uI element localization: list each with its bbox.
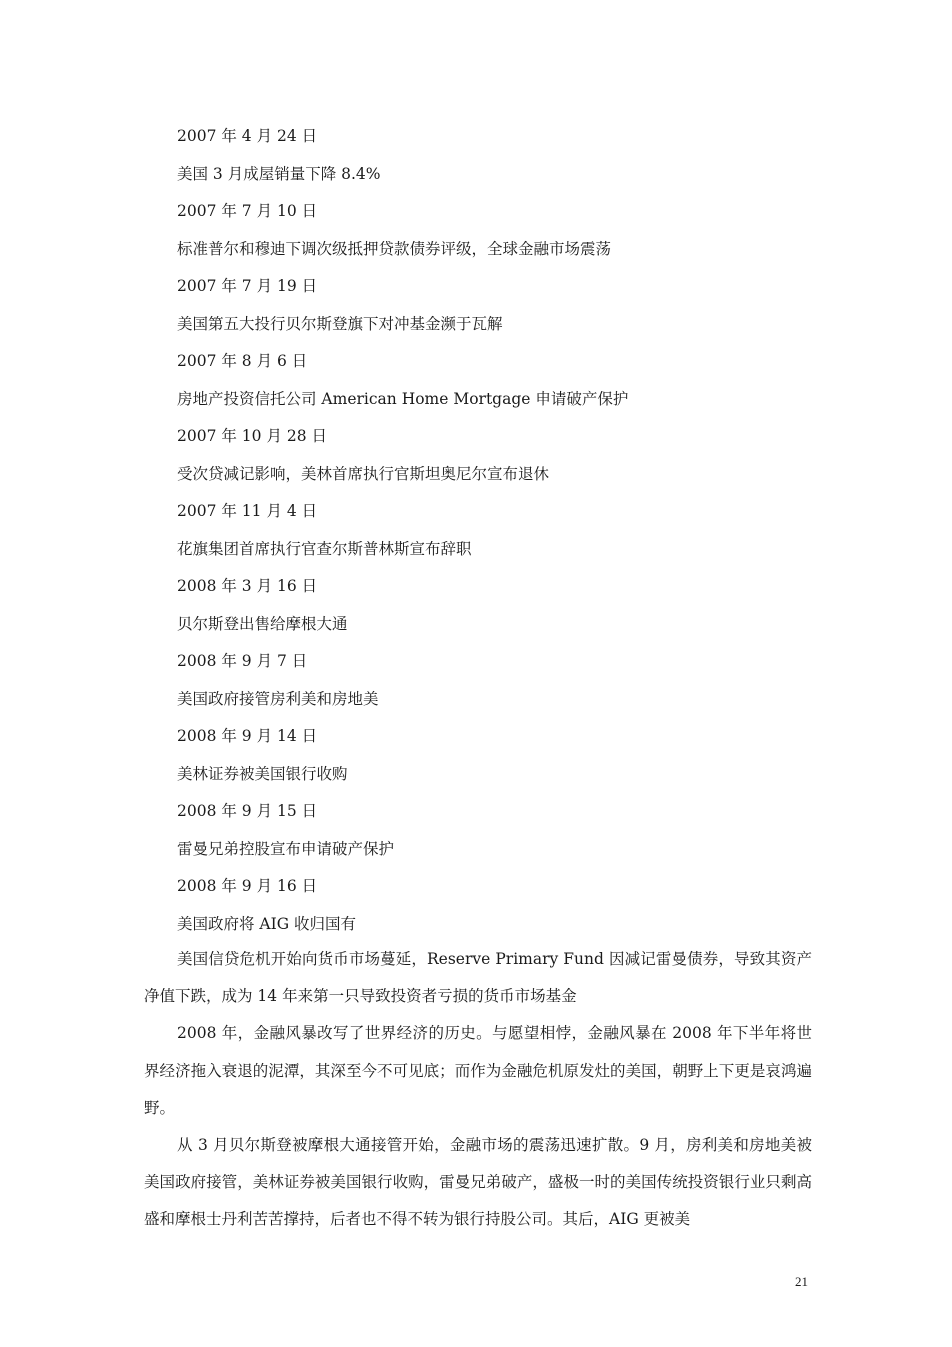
page-number: 21: [795, 1274, 808, 1289]
timeline-event: 花旗集团首席执行官查尔斯普林斯宣布辞职: [177, 539, 472, 558]
timeline-date: 2007 年 11 月 4 日: [177, 502, 318, 520]
timeline-date: 2007 年 7 月 19 日: [177, 277, 318, 295]
timeline-event: 美国政府接管房利美和房地美: [177, 689, 379, 708]
timeline-date: 2008 年 9 月 16 日: [177, 877, 318, 895]
timeline-event: 美国政府将 AIG 收归国有: [177, 914, 357, 933]
timeline-date: 2008 年 3 月 16 日: [177, 577, 318, 595]
paragraph: 2008 年，金融风暴改写了世界经济的历史。与愿望相悖，金融风暴在 2008 年下半年将世界经济拖入衰退的泥潭，其深至今不可见底；而作为金融危机原发灶的美国，朝野上下更是哀鸿遍野。: [144, 1024, 812, 1117]
body-text: [144, 941, 812, 1239]
timeline-event: 受次贷减记影响，美林首席执行官斯坦奥尼尔宣布退休: [177, 464, 550, 483]
timeline-event: 美林证券被美国银行收购: [177, 764, 348, 783]
timeline-event: 房地产投资信托公司 American Home Mortgage 申请破产保护: [177, 389, 629, 408]
event-timeline: [177, 118, 827, 943]
timeline-event: 贝尔斯登出售给摩根大通: [177, 614, 348, 633]
timeline-event: 雷曼兄弟控股宣布申请破产保护: [177, 839, 395, 858]
timeline-event: 美国 3 月成屋销量下降 8.4%: [177, 164, 381, 183]
paragraph: 从 3 月贝尔斯登被摩根大通接管开始，金融市场的震荡迅速扩散。9 月，房利美和房地美被美国政府接管，美林证券被美国银行收购，雷曼兄弟破产，盛极一时的美国传统投资银行业只剩高盛和摩根士丹利苦苦撑持，后者也不得不转为银行持股公司。其后，AIG 更被美: [144, 1136, 812, 1229]
timeline-date: 2007 年 8 月 6 日: [177, 352, 308, 370]
timeline-date: 2007 年 4 月 24 日: [177, 127, 318, 145]
timeline-date: 2007 年 7 月 10 日: [177, 202, 318, 220]
timeline-date: 2008 年 9 月 14 日: [177, 727, 318, 745]
timeline-date: 2007 年 10 月 28 日: [177, 427, 328, 445]
paragraph: 美国信贷危机开始向货币市场蔓延，Reserve Primary Fund 因减记雷曼债券，导致其资产净值下跌，成为 14 年来第一只导致投资者亏损的货币市场基金: [144, 950, 812, 1006]
timeline-date: 2008 年 9 月 15 日: [177, 802, 318, 820]
timeline-event: 标准普尔和穆迪下调次级抵押贷款债券评级，全球金融市场震荡: [177, 239, 612, 258]
timeline-event: 美国第五大投行贝尔斯登旗下对冲基金濒于瓦解: [177, 314, 503, 333]
timeline-date: 2008 年 9 月 7 日: [177, 652, 308, 670]
